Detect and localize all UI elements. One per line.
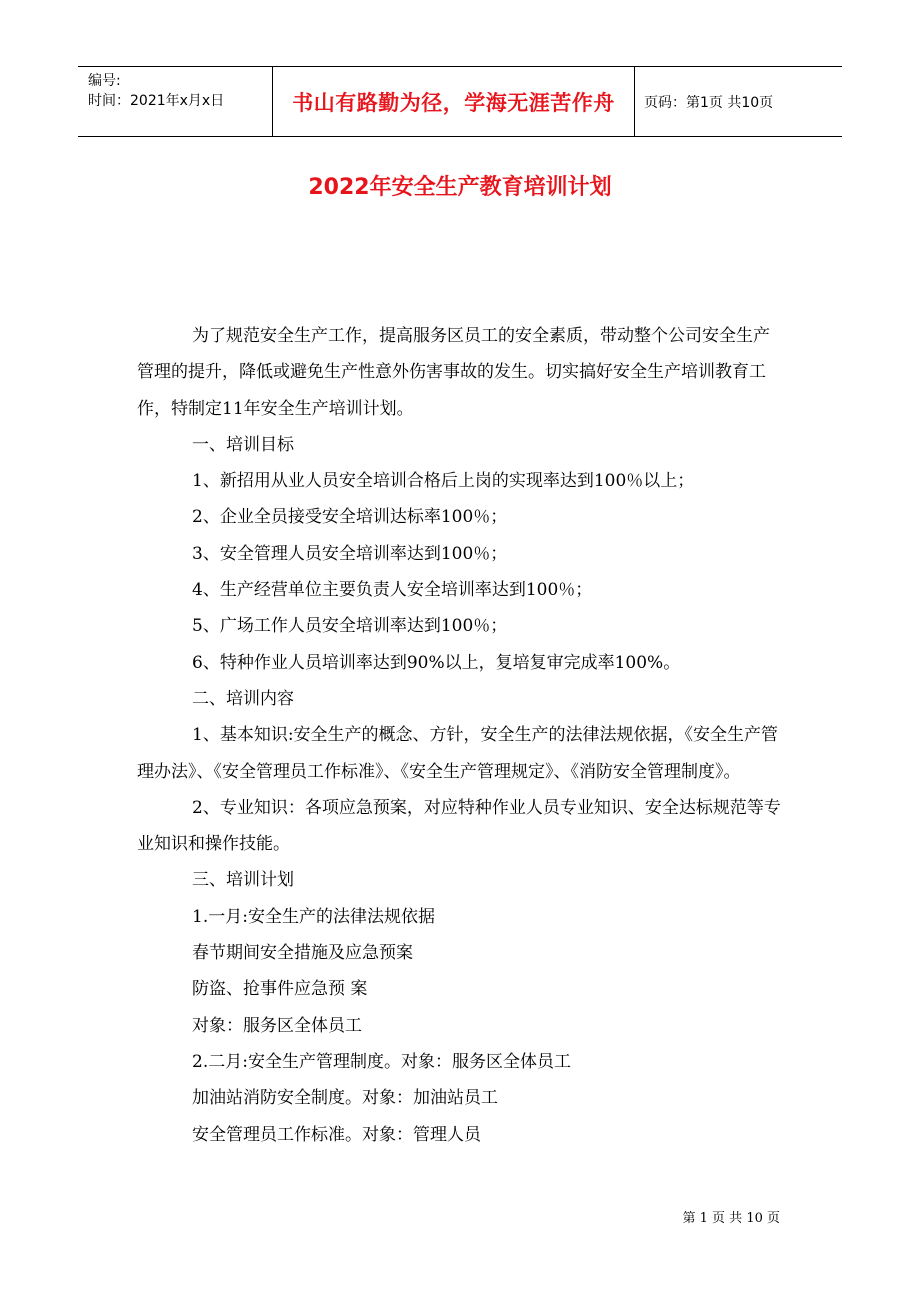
list-item: 2、企业全员接受安全培训达标率100％；	[192, 507, 508, 528]
time-label: 时间：2021年x月x日	[88, 93, 225, 109]
header-left-cell	[88, 71, 268, 111]
list-item: 5、广场工作人员安全培训率达到100％；	[192, 616, 508, 637]
list-item: 1、新招用从业人员安全培训合格后上岗的实现率达到100％以上；	[192, 471, 695, 492]
page-footer: 第 1 页 共 10 页	[682, 1211, 780, 1226]
section-heading: 一、培训目标	[192, 434, 294, 455]
section-heading: 二、培训内容	[192, 688, 294, 709]
number-label: 编号:	[88, 73, 121, 89]
document-body	[137, 318, 785, 1153]
section-heading: 三、培训计划	[192, 870, 294, 891]
intro-paragraph: 为了规范安全生产工作，提高服务区员工的安全素质，带动整个公司安全生产管理的提升，降低或避免生产性意外伤害事故的发生。切实搞好安全生产培训教育工作，特制定11年安全生产培训计划。	[137, 326, 770, 419]
plan-line: 对象：服务区全体员工	[192, 1015, 362, 1036]
list-item: 6、特种作业人员培训率达到90%以上，复培复审完成率100%。	[192, 652, 681, 673]
page-info: 页码：第1页 共10页	[644, 94, 774, 111]
content-paragraph: 2、专业知识：各项应急预案，对应特种作业人员专业知识、安全达标规范等专业知识和操作技能。	[137, 797, 781, 855]
list-item: 3、安全管理人员安全培训率达到100％；	[192, 543, 508, 564]
document-title: 2022年安全生产教育培训计划	[308, 175, 612, 200]
plan-line: 春节期间安全措施及应急预案	[192, 943, 413, 964]
header-table	[78, 66, 842, 137]
plan-line: 1.一月:安全生产的法律法规依据	[192, 906, 435, 927]
content-paragraph: 1、基本知识:安全生产的概念、方针，安全生产的法律法规依据，《安全生产管理办法》、《安全管理员工作标准》、《安全生产管理规定》、《消防安全管理制度》。	[137, 725, 779, 782]
motto: 书山有路勤为径，学海无涯苦作舟	[292, 90, 615, 115]
list-item: 4、生产经营单位主要负责人安全培训率达到100％；	[192, 580, 593, 601]
plan-line: 安全管理员工作标准。对象：管理人员	[192, 1124, 481, 1145]
plan-line: 2.二月:安全生产管理制度。对象：服务区全体员工	[192, 1051, 571, 1072]
plan-line: 加油站消防安全制度。对象：加油站员工	[192, 1088, 498, 1109]
header-divider	[634, 67, 635, 136]
plan-line: 防盗、抢事件应急预 案	[192, 979, 368, 1000]
